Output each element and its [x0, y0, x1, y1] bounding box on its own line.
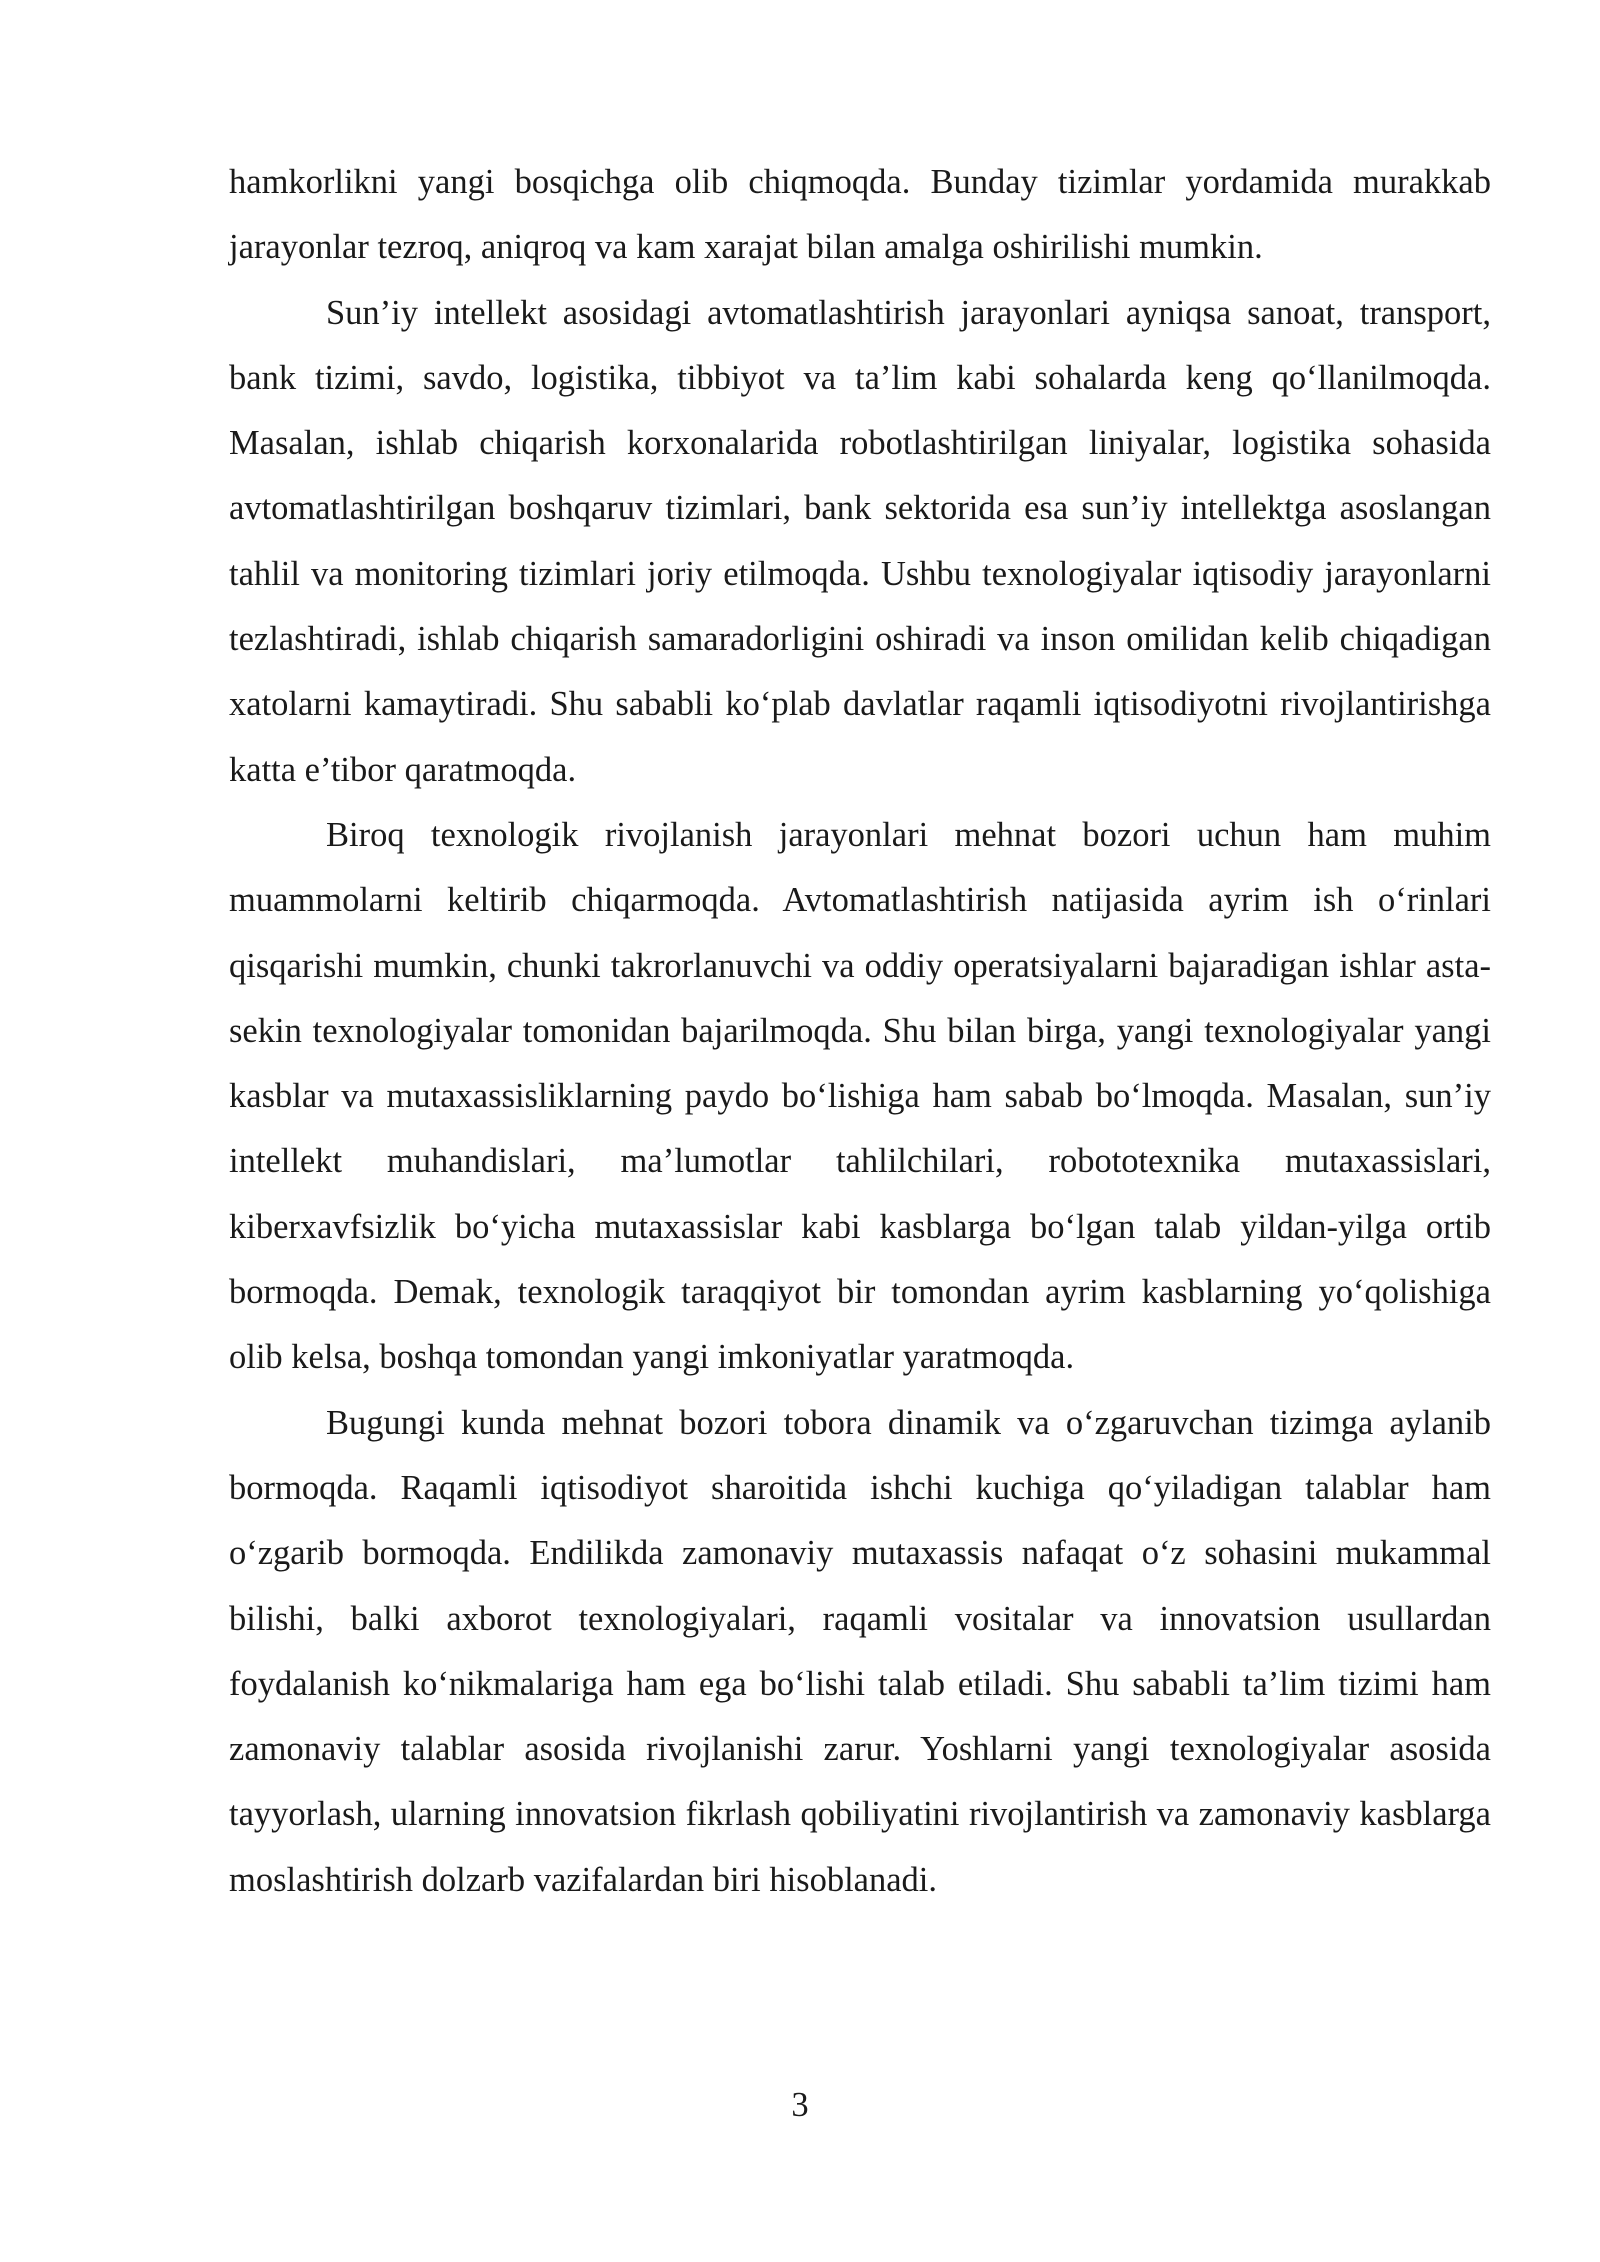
page-number: 3 [791, 2086, 809, 2124]
paragraph-continued: hamkorlikni yangi bosqichga olib chiqmoqda. Bunday tizimlar yordamida murakkab jarayonlar tezroq, aniqroq va kam xarajat bilan amalga oshirilishi mumkin. [229, 163, 1491, 267]
paragraph: Bugungi kunda mehnat bozori tobora dinamik va o‘zgaruvchan tizimga aylanib bormoqda. Raqamli iqtisodiyot sharoitida ishchi kuchiga qo‘yiladigan talablar ham o‘zgarib bormoqda. Endilikda zamonaviy mutaxassis nafaqat o‘z sohasini mukammal bilishi, balki axborot texnologiyalari, raqamli vositalar va innovatsion usullardan foydalanish ko‘nikmalariga ham ega bo‘lishi talab etiladi. Shu sababli ta’lim tizimi ham zamonaviy talablar asosida rivojlanishi zarur. Yoshlarni yangi texnologiyalar asosida tayyorlash, ularning innovatsion fikrlash qobiliyatini rivojlantirish va zamonaviy kasblarga moslashtirish dolzarb vazifalardan biri hisoblanadi. [229, 1403, 1491, 1899]
paragraph: Sun’iy intellekt asosidagi avtomatlashtirish jarayonlari ayniqsa sanoat, transport, bank tizimi, savdo, logistika, tibbiyot va ta’lim kabi sohalarda keng qo‘llanilmoqda. Masalan, ishlab chiqarish korxonalarida robotlashtirilgan liniyalar, logistika sohasida avtomatlashtirilgan boshqaruv tizimlari, bank sektorida esa sun’iy intellektga asoslangan tahlil va monitoring tizimlari joriy etilmoqda. Ushbu texnologiyalar iqtisodiy jarayonlarni tezlashtiradi, ishlab chiqarish samaradorligini oshiradi va inson omilidan kelib chiqadigan xatolarni kamaytiradi. Shu sababli ko‘plab davlatlar raqamli iqtisodiyotni rivojlantirishga katta e’tibor qaratmoqda. [229, 293, 1491, 789]
body-text [229, 150, 1491, 1913]
paragraph: Biroq texnologik rivojlanish jarayonlari mehnat bozori uchun ham muhim muammolarni keltirib chiqarmoqda. Avtomatlashtirish natijasida ayrim ish o‘rinlari qisqarishi mumkin, chunki takrorlanuvchi va oddiy operatsiyalarni bajaradigan ishlar asta-sekin texnologiyalar tomonidan bajarilmoqda. Shu bilan birga, yangi texnologiyalar yangi kasblar va mutaxassisliklarning paydo bo‘lishiga ham sabab bo‘lmoqda. Masalan, sun’iy intellekt muhandislari, ma’lumotlar tahlilchilari, robototexnika mutaxassislari, kiberxavfsizlik bo‘yicha mutaxassislar kabi kasblarga bo‘lgan talab yildan-yilga ortib bormoqda. Demak, texnologik taraqqiyot bir tomondan ayrim kasblarning yo‘qolishiga olib kelsa, boshqa tomondan yangi imkoniyatlar yaratmoqda. [229, 815, 1491, 1377]
